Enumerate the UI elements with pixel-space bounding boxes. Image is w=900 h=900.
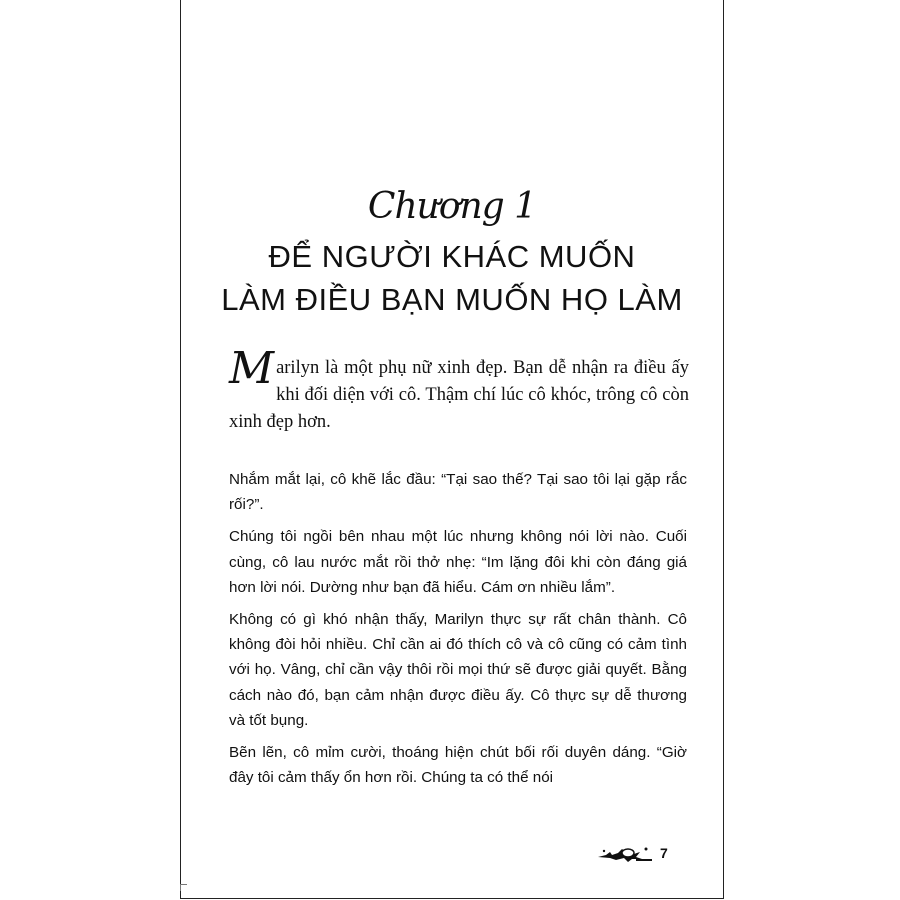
drop-cap: M <box>229 343 275 394</box>
body-text <box>229 467 687 797</box>
corner-crop-mark <box>180 884 187 891</box>
lead-paragraph <box>229 343 689 436</box>
paragraph: Nhắm mắt lại, cô khẽ lắc đầu: “Tại sao thế? Tại sao tôi lại gặp rắc rối?”. <box>229 471 687 514</box>
chapter-title-line-2: LÀM ĐIỀU BẠN MUỐN HỌ LÀM <box>221 282 683 317</box>
chapter-title-line-1: ĐỂ NGƯỜI KHÁC MUỐN <box>268 239 636 274</box>
page-footer <box>596 843 668 863</box>
ink-splash-ornament-icon <box>596 843 654 863</box>
page-number: 7 <box>660 845 668 861</box>
book-page <box>180 0 724 899</box>
paragraph: Chúng tôi ngồi bên nhau một lúc nhưng không nói lời nào. Cuối cùng, cô lau nước mắt rồi thở nhẹ: “Im lặng đôi khi còn đáng giá hơn lời nói. Dường như bạn đã hiểu. Cám ơn nhiều lắm”. <box>229 528 687 596</box>
paragraph: Bẽn lẽn, cô mỉm cười, thoáng hiện chút bối rối duyên dáng. “Giờ đây tôi cảm thấy ổn hơn rồi. Chúng ta có thể nói <box>229 744 687 787</box>
lead-paragraph-text: arilyn là một phụ nữ xinh đẹp. Bạn dễ nhận ra điều ấy khi đối diện với cô. Thậm chí lúc cô khóc, trông cô còn xinh đẹp hơn. <box>229 358 689 432</box>
chapter-label: Chương 1 <box>367 186 537 227</box>
paragraph: Không có gì khó nhận thấy, Marilyn thực sự rất chân thành. Cô không đòi hỏi nhiều. Chỉ cần ai đó thích cô và cô cũng có cảm tình với họ. Vâng, chỉ cần vậy thôi rồi mọi thứ sẽ được giải quyết. Bằng cách nào đó, bạn cảm nhận được điều ấy. Cô thực sự dễ thương và tốt bụng. <box>229 611 687 729</box>
